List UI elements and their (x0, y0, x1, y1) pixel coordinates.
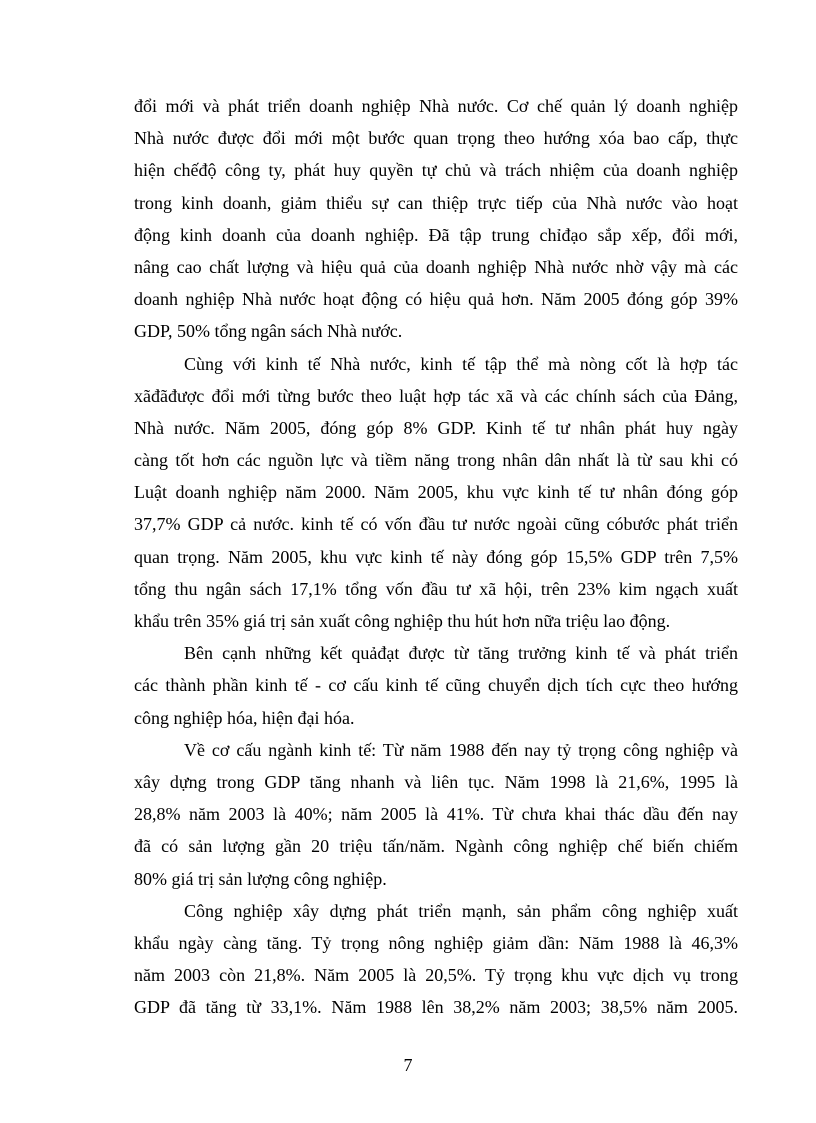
text-line: các thành phần kinh tế - cơ cấu kinh tế cũng chuyển dịch tích cực theo hướng (134, 675, 738, 696)
text-line: Về cơ cấu ngành kinh tế: Từ năm 1988 đến nay tỷ trọng công nghiệp và (184, 739, 738, 760)
text-line: xây dựng trong GDP tăng nhanh và liên tục. Năm 1998 là 21,6%, 1995 là (134, 771, 738, 792)
text-line: doanh nghiệp Nhà nước hoạt động có hiệu quả hơn. Năm 2005 đóng góp 39% (134, 289, 738, 310)
text-line: Bên cạnh những kết quảđạt được từ tăng trưởng kinh tế và phát triển (184, 643, 738, 664)
body-text (134, 90, 738, 1023)
text-line: Cùng với kinh tế Nhà nước, kinh tế tập thể mà nòng cốt là hợp tác (184, 353, 738, 374)
text-line: quan trọng. Năm 2005, khu vực kinh tế này đóng góp 15,5% GDP trên 7,5% (134, 546, 738, 567)
paragraph-2 (134, 348, 738, 638)
text-line: năm 2003 còn 21,8%. Năm 2005 là 20,5%. Tỷ trọng khu vực dịch vụ trong (134, 965, 738, 986)
paragraph-5 (134, 895, 738, 1024)
text-line: khẩu trên 35% giá trị sản xuất công nghiệp thu hút hơn nữa triệu lao động. (134, 611, 671, 631)
paragraph-4 (134, 734, 738, 895)
text-line: 80% giá trị sản lượng công nghiệp. (134, 868, 387, 889)
text-line: tổng thu ngân sách 17,1% tổng vốn đầu tư xã hội, trên 23% kim ngạch xuất (134, 578, 738, 599)
text-line: 28,8% năm 2003 là 40%; năm 2005 là 41%. Từ chưa khai thác dầu đến nay (134, 804, 738, 825)
text-line: Luật doanh nghiệp năm 2000. Năm 2005, khu vực kinh tế tư nhân đóng góp (134, 482, 738, 503)
text-line: Nhà nước. Năm 2005, đóng góp 8% GDP. Kinh tế tư nhân phát huy ngày (134, 417, 738, 438)
text-line: Công nghiệp xây dựng phát triển mạnh, sản phẩm công nghiệp xuất (184, 900, 738, 921)
text-line: càng tốt hơn các nguồn lực và tiềm năng trong nhân dân nhất là từ sau khi có (134, 450, 738, 471)
text-line: động kinh doanh của doanh nghiệp. Đã tập trung chỉđạo sắp xếp, đổi mới, (134, 224, 738, 245)
text-line: GDP đã tăng từ 33,1%. Năm 1988 lên 38,2% năm 2003; 38,5% năm 2005. (134, 997, 738, 1018)
text-line: GDP, 50% tổng ngân sách Nhà nước. (134, 321, 403, 342)
text-line: đã có sản lượng gần 20 triệu tấn/năm. Ngành công nghiệp chế biến chiếm (134, 836, 738, 857)
text-line: đổi mới và phát triển doanh nghiệp Nhà nước. Cơ chế quản lý doanh nghiệp (134, 96, 738, 116)
text-line: hiện chếđộ công ty, phát huy quyền tự chủ và trách nhiệm của doanh nghiệp (134, 160, 738, 181)
text-line: khẩu ngày càng tăng. Tỷ trọng nông nghiệp giảm dần: Năm 1988 là 46,3% (134, 932, 738, 953)
text-line: 37,7% GDP cả nước. kinh tế có vốn đầu tư nước ngoài cũng cóbước phát triển (134, 514, 738, 535)
text-line: công nghiệp hóa, hiện đại hóa. (134, 707, 355, 728)
paragraph-3 (134, 637, 738, 734)
text-line: Nhà nước được đổi mới một bước quan trọng theo hướng xóa bao cấp, thực (134, 128, 738, 149)
paragraph-1 (134, 90, 738, 348)
page-number: 7 (403, 1055, 413, 1075)
text-line: trong kinh doanh, giảm thiểu sự can thiệp trực tiếp của Nhà nước vào hoạt (134, 192, 738, 213)
text-line: nâng cao chất lượng và hiệu quả của doanh nghiệp Nhà nước nhờ vậy mà các (134, 256, 738, 277)
text-line: xãđãđược đổi mới từng bước theo luật hợp tác xã và các chính sách của Đảng, (134, 385, 738, 406)
